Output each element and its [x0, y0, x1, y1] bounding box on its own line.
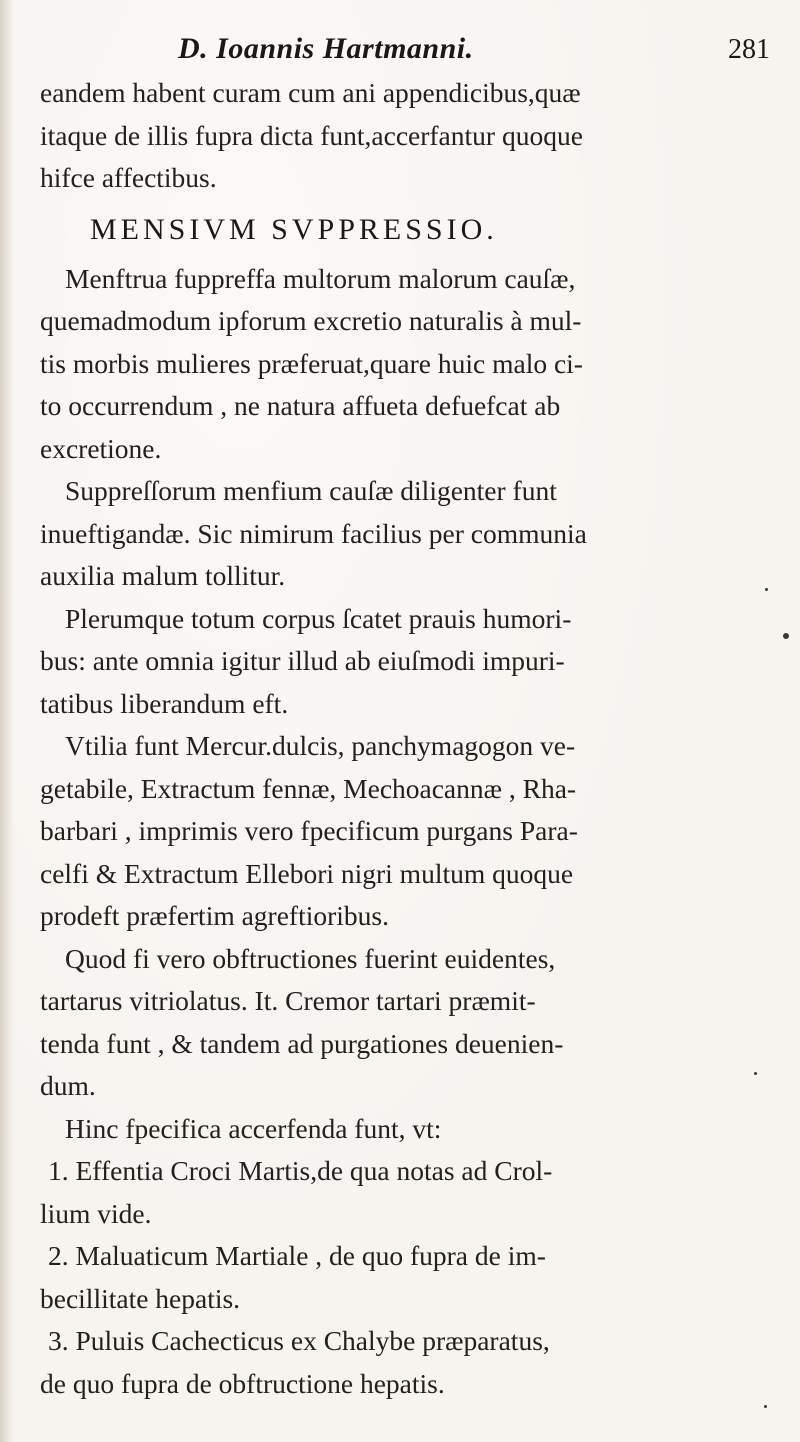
list-item: 3. Puluis Cachecticus ex Chalybe præparatus,	[48, 1325, 550, 1356]
text-line: Menftrua fuppreffa multorum malorum cauſæ,	[65, 262, 576, 294]
running-head	[0, 32, 800, 72]
text-line: de quo fupra de obftructione hepatis.	[40, 1367, 445, 1399]
text-line: excretione.	[40, 432, 162, 464]
text-line: auxilia malum tollitur.	[40, 560, 286, 591]
text-line: celfi & Extractum Ellebori nigri multum quoque	[40, 857, 574, 889]
text-line: hifce affectibus.	[40, 162, 217, 193]
running-head-title: D. Ioannis Hartmanni.	[178, 32, 474, 65]
main-text	[40, 72, 780, 1405]
text-line: quemadmodum ipforum excretio naturalis à mul-	[40, 305, 582, 336]
text-line: getabile, Extractum fennæ, Mechoacannæ , Rha-	[40, 772, 577, 804]
text-line: lium vide.	[40, 1197, 152, 1229]
text-line: bus: ante omnia igitur illud ab eiuſmodi impuri-	[40, 645, 565, 676]
page-binding-edge	[0, 0, 14, 1442]
text-line: Vtilia funt Mercur.dulcis, panchymagogon ve-	[65, 730, 576, 761]
text-line: Quod fi vero obftructiones fuerint euidentes,	[65, 942, 556, 974]
list-item: 2. Maluaticum Martiale , de quo fupra de im-	[48, 1240, 546, 1271]
text-line: Plerumque totum corpus ſcatet prauis humori-	[65, 602, 572, 634]
text-line: tatibus liberandum eft.	[40, 687, 289, 719]
text-line: eandem habent curam cum ani appendicibus,quæ	[40, 77, 581, 108]
text-line: Hinc fpecifica accerfenda funt, vt:	[65, 1112, 442, 1144]
text-line: prodeft præfertim agreftioribus.	[40, 900, 389, 931]
ink-speck	[764, 1405, 767, 1408]
text-line: dum.	[40, 1070, 96, 1101]
text-line: itaque de illis fupra dicta funt,accerfantur quoque	[40, 119, 583, 151]
text-line: to occurrendum , ne natura affueta defuefcat ab	[40, 390, 561, 421]
text-line: tartarus vitriolatus. It. Cremor tartari præmit-	[40, 985, 536, 1016]
section-heading: MENSIVM SVPPRESSIO.	[90, 212, 498, 246]
page-number: 281	[728, 34, 770, 65]
text-line: inueftigandæ. Sic nimirum facilius per communia	[40, 517, 587, 549]
ink-speck	[783, 633, 789, 639]
list-item: 1. Effentia Croci Martis,de qua notas ad Crol-	[48, 1155, 553, 1186]
text-line: tis morbis mulieres præferuat,quare huic malo ci-	[40, 347, 583, 379]
text-line: Suppreſſorum menfium cauſæ diligenter funt	[65, 475, 557, 506]
ink-speck	[765, 588, 768, 591]
ink-speck	[754, 1072, 757, 1075]
text-line: barbari , imprimis vero fpecificum purgans Para-	[40, 815, 578, 846]
text-line: tenda funt , & tandem ad purgationes deuenien-	[40, 1027, 564, 1059]
text-line: becillitate hepatis.	[40, 1282, 241, 1314]
